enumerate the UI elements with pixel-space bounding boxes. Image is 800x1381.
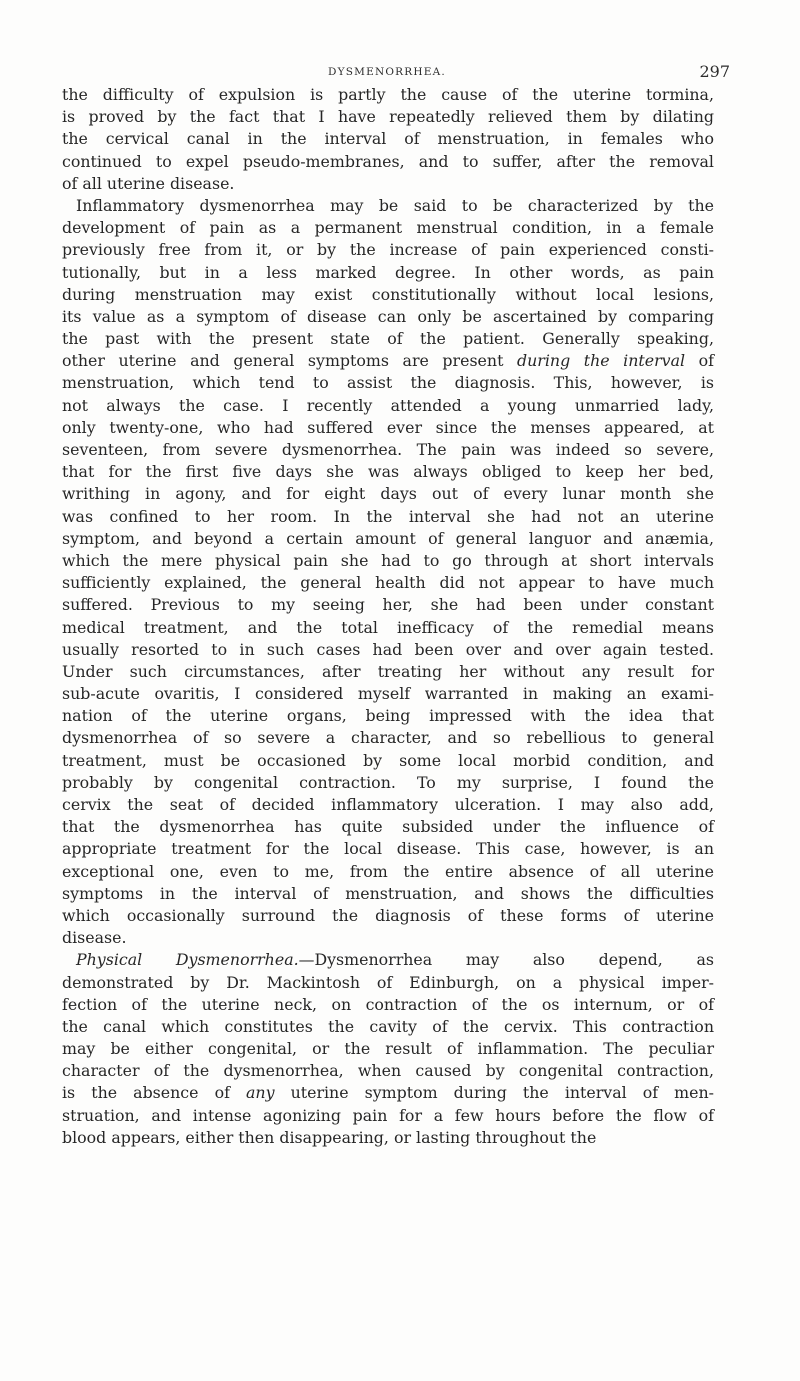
text-line — [62, 816, 714, 838]
text-segment: is proved by the fact that I have repeatedly relieved them by dilating — [62, 107, 714, 127]
text-line — [62, 617, 714, 639]
text-segment: medical treatment, and the total inefficacy of the remedial means — [62, 617, 714, 637]
text-segment: exceptional one, even to me, from the entire absence of all uterine — [62, 861, 714, 881]
text-segment: Under such circumstances, after treating her without any result for — [62, 661, 714, 681]
text-segment: only twenty-one, who had suffered ever since the menses appeared, at — [62, 417, 714, 437]
italic-text: during the interval — [517, 351, 686, 371]
text-segment: which the mere physical pain she had to go through at short intervals — [62, 550, 714, 570]
text-line — [62, 528, 714, 550]
text-segment: menstruation, which tend to assist the diagnosis. This, however, is — [62, 373, 714, 393]
text-segment: uterine symptom during the interval of men- — [274, 1083, 715, 1103]
text-segment: usually resorted to in such cases had been over and over again tested. — [62, 639, 714, 659]
body-text — [62, 84, 714, 1149]
text-line — [62, 483, 714, 505]
text-segment: disease. — [62, 928, 127, 948]
text-line — [62, 84, 714, 106]
text-line — [62, 927, 714, 949]
text-line — [62, 306, 714, 328]
text-segment: the cervical canal in the interval of menstruation, in females who — [62, 129, 714, 149]
text-segment: dysmenorrhea of so severe a character, and so rebellious to general — [62, 728, 714, 748]
text-segment: sufficiently explained, the general health did not appear to have much — [62, 573, 714, 593]
text-line — [62, 750, 714, 772]
text-line — [62, 350, 714, 372]
text-line — [62, 994, 714, 1016]
text-line — [62, 683, 714, 705]
text-line — [62, 861, 714, 883]
text-segment: symptom, and beyond a certain amount of general languor and anæmia, — [62, 528, 714, 548]
text-segment: blood appears, either then disappearing, or lasting throughout the — [62, 1127, 597, 1147]
text-line — [62, 106, 714, 128]
text-line — [62, 284, 714, 306]
text-line — [62, 328, 714, 350]
text-segment: may be either congenital, or the result of inflammation. The peculiar — [62, 1039, 714, 1059]
text-line — [62, 262, 714, 284]
text-segment: of — [685, 351, 714, 371]
text-line — [62, 506, 714, 528]
text-line — [62, 639, 714, 661]
text-segment: the canal which constitutes the cavity of the cervix. This contraction — [62, 1016, 714, 1036]
text-line — [62, 217, 714, 239]
text-line — [62, 128, 714, 150]
text-line — [62, 461, 714, 483]
text-line — [62, 1060, 714, 1082]
text-line — [62, 1038, 714, 1060]
text-line — [62, 195, 714, 217]
text-line — [62, 949, 714, 971]
text-segment: fection of the uterine neck, on contraction of the os internum, or of — [62, 994, 714, 1014]
text-line — [62, 550, 714, 572]
running-head: DYSMENORRHEA. — [328, 66, 446, 78]
text-line — [62, 173, 714, 195]
text-segment: the difficulty of expulsion is partly the cause of the uterine tormina, — [62, 85, 714, 104]
text-segment: was confined to her room. In the interval she had not an uterine — [62, 506, 714, 526]
italic-text: any — [245, 1083, 275, 1103]
text-line — [62, 594, 714, 616]
text-segment: treatment, must be occasioned by some local morbid condition, and — [62, 750, 714, 770]
text-segment: tutionally, but in a less marked degree. In other words, as pain — [62, 262, 714, 282]
text-segment: probably by congenital contraction. To my surprise, I found the — [62, 772, 714, 792]
text-segment: seventeen, from severe dysmenorrhea. The pain was indeed so severe, — [62, 440, 714, 459]
text-segment: other uterine and general symptoms are present — [62, 351, 517, 371]
text-segment: sub-acute ovaritis, I considered myself warranted in making an exami- — [62, 684, 714, 704]
text-line — [62, 1082, 714, 1104]
text-segment: appropriate treatment for the local disease. This case, however, is an — [62, 839, 714, 859]
text-line — [62, 395, 714, 417]
text-segment: the past with the present state of the patient. Generally speaking, — [62, 329, 714, 349]
text-line — [62, 838, 714, 860]
text-segment: development of pain as a permanent menstrual condition, in a female — [62, 218, 714, 238]
text-line — [62, 1016, 714, 1038]
text-segment: which occasionally surround the diagnosis of these forms of uterine — [62, 905, 714, 925]
text-segment: during menstruation may exist constitutionally without local lesions, — [62, 284, 714, 304]
text-segment: suffered. Previous to my seeing her, she had been under constant — [62, 595, 714, 615]
text-segment: demonstrated by Dr. Mackintosh of Edinburgh, on a physical imper- — [62, 972, 714, 992]
text-segment: is the absence of — [62, 1083, 246, 1103]
text-line — [62, 1127, 714, 1149]
text-line — [62, 372, 714, 394]
text-segment: previously free from it, or by the increase of pain experienced consti- — [62, 240, 714, 260]
text-line — [62, 661, 714, 683]
text-line — [62, 572, 714, 594]
text-line — [62, 972, 714, 994]
text-segment: cervix the seat of decided inflammatory ulceration. I may also add, — [62, 795, 714, 814]
page-number: 297 — [699, 62, 730, 81]
text-line — [62, 151, 714, 173]
text-line — [62, 772, 714, 794]
text-segment: of all uterine disease. — [62, 173, 235, 193]
text-line — [62, 905, 714, 927]
page-header — [62, 62, 730, 82]
text-segment: that for the first five days she was always obliged to keep her bed, — [62, 462, 714, 482]
text-line — [62, 794, 714, 816]
text-segment: symptoms in the interval of menstruation, and shows the difficulties — [62, 883, 714, 903]
text-segment: continued to expel pseudo-membranes, and to suffer, after the removal — [62, 151, 714, 171]
text-segment: not always the case. I recently attended a young unmarried lady, — [62, 395, 714, 415]
text-segment: —Dysmenorrhea may also depend, as — [298, 950, 714, 970]
text-segment: writhing in agony, and for eight days out of every lunar month she — [62, 484, 714, 504]
text-line — [62, 1105, 714, 1127]
text-line — [62, 727, 714, 749]
text-segment: that the dysmenorrhea has quite subsided under the influence of — [62, 817, 714, 837]
text-line — [62, 439, 714, 461]
italic-text: Physical Dysmenorrhea. — [76, 950, 299, 970]
text-line — [62, 417, 714, 439]
text-line — [62, 883, 714, 905]
text-segment: Inflammatory dysmenorrhea may be said to be characterized by the — [76, 195, 714, 215]
text-line — [62, 705, 714, 727]
text-segment: struation, and intense agonizing pain for a few hours before the flow of — [62, 1105, 714, 1125]
text-line — [62, 239, 714, 261]
text-segment: nation of the uterine organs, being impressed with the idea that — [62, 706, 714, 726]
text-segment: its value as a symptom of disease can only be ascertained by comparing — [62, 306, 714, 326]
text-segment: character of the dysmenorrhea, when caused by congenital contraction, — [62, 1061, 714, 1081]
